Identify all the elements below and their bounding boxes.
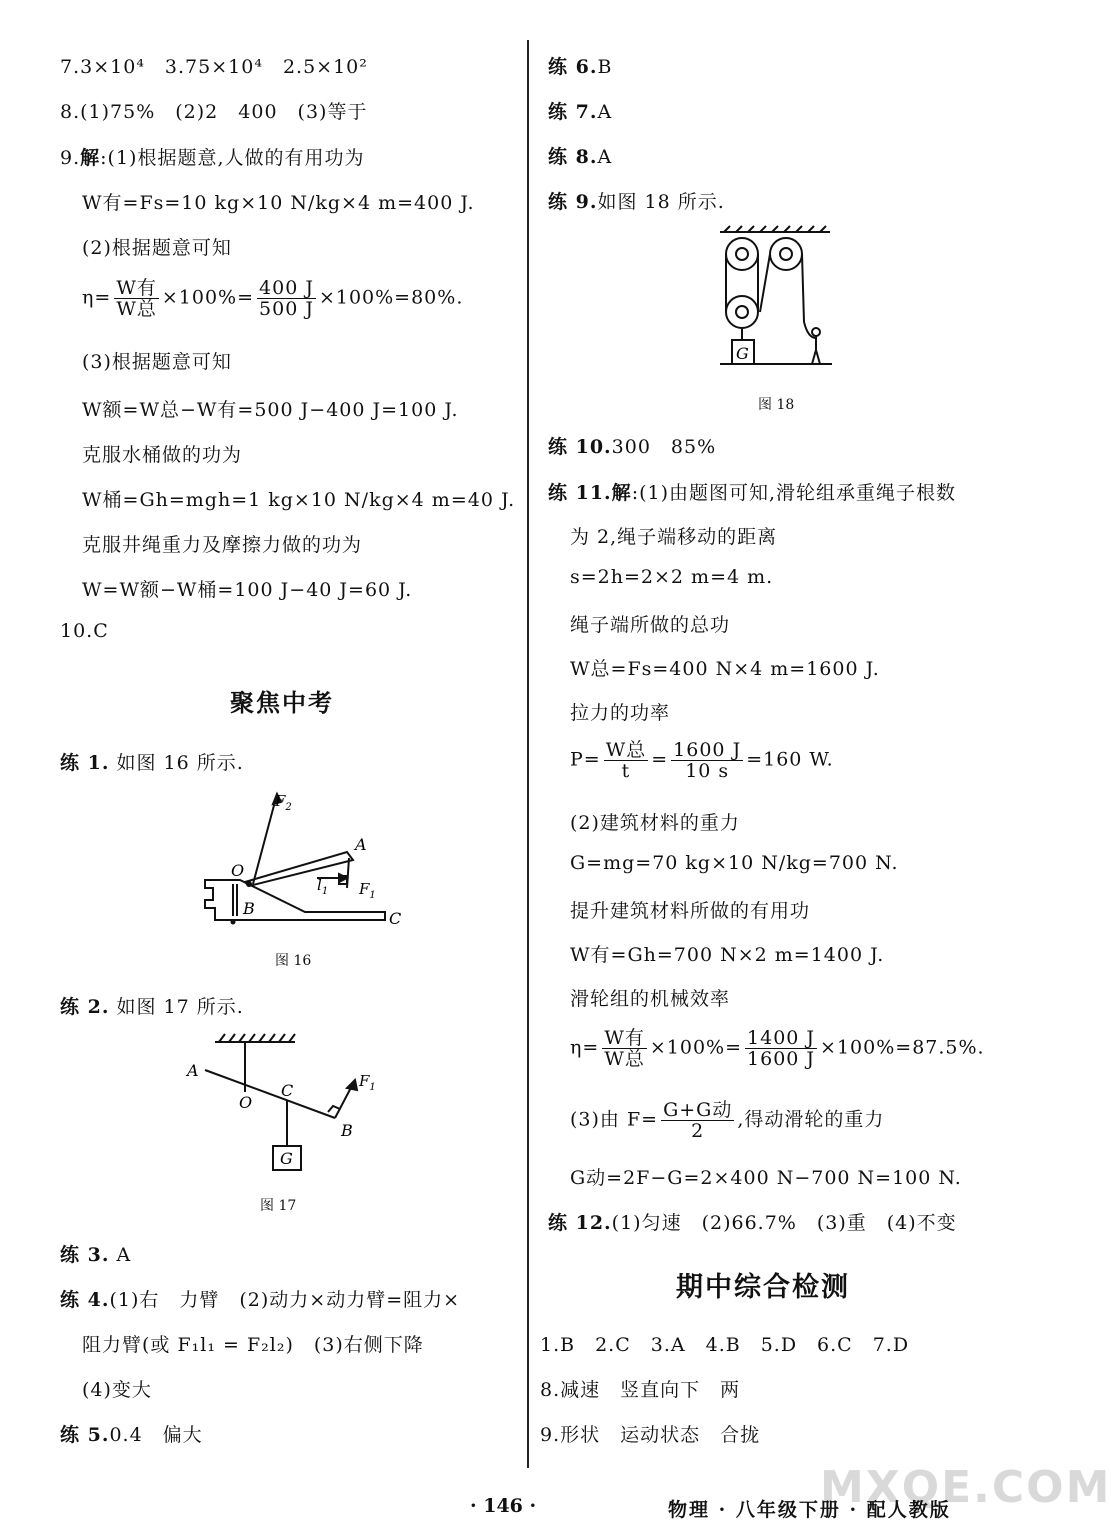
exercise-label: 练 3. [60,1244,110,1266]
formula-power [548,740,834,781]
formula-prefix: P= [570,748,601,771]
label-G: G [280,1149,293,1168]
formula-suffix: ×100%=80%. [318,286,464,309]
section-heading: 期中综合检测 [676,1272,850,1303]
answer-number: 9. [60,147,81,169]
exercise-9 [548,187,725,214]
label-F2: $F_2$ [275,792,292,813]
exercise-text: (1)右 力臂 (2)动力×动力臂=阻力× [109,1289,461,1311]
formula-suffix: ×100%=87.5%. [820,1036,985,1059]
label-O: O [231,861,245,880]
label-F1: $F_1$ [359,880,376,901]
fraction [114,278,159,319]
section-heading: 聚焦中考 [230,689,334,717]
formula-suffix: =160 W. [746,748,834,771]
exercise-label: 练 8. [548,146,598,168]
exercise-4 [60,1285,460,1312]
exercise-5 [60,1420,203,1447]
solution-step-2: (2)根据题意可知 [82,237,232,259]
exercise-3 [60,1240,131,1267]
exercise-text: 300 85% [611,436,717,458]
exercise-10 [548,432,716,459]
label-G: G [736,344,749,363]
numerator: G+G动 [663,1099,733,1121]
denominator: 2 [691,1120,705,1142]
label-O: O [239,1093,253,1112]
formula-bucket-work: W桶=Gh=mgh=1 kg×10 N/kg×4 m=40 J. [82,489,516,511]
formula-efficiency [548,1028,985,1069]
column-divider [527,40,529,1468]
exercise-text: A [597,146,613,168]
exercise-12 [548,1208,957,1235]
page-footer [0,1495,1006,1525]
answer-10: 10.C [60,620,109,642]
text-total-work: 绳子端所做的总功 [570,614,731,636]
denominator: W总 [604,1048,645,1070]
formula-extra-work: W额=W总−W有=500 J−400 J=100 J. [82,399,459,421]
formula-mid: = [651,748,669,771]
figure-17-caption: 图 17 [260,1198,297,1214]
answer-text: :(1)根据题意,人做的有用功为 [100,147,365,169]
formula-material-weight: G=mg=70 kg×10 N/kg=700 N. [570,852,899,874]
answer-7: 7.3×10⁴ 3.75×10⁴ 2.5×10² [60,56,368,78]
exercise-label: 练 4. [60,1289,110,1311]
formula-prefix: η= [82,286,112,309]
denominator: t [621,760,631,782]
exercise-2 [60,992,244,1019]
text-material-weight: (2)建筑材料的重力 [570,812,740,834]
exercise-6 [548,52,612,79]
numerator: W有 [116,277,157,299]
formula-pulley-weight: G动=2F−G=2×400 N−700 N=100 N. [570,1167,962,1189]
formula-mid: ×100%= [649,1036,743,1059]
formula-useful-work: W有=Fs=10 kg×10 N/kg×4 m=400 J. [82,192,475,214]
label-A: A [355,835,367,854]
numerator: 400 J [259,277,314,299]
exercise-4-line-3: (4)变大 [82,1379,152,1401]
exercise-label: 练 7. [548,101,598,123]
exercise-text: 如图 18 所示. [597,191,725,213]
exercise-text: A [116,1244,132,1266]
fraction [745,1028,817,1069]
exercise-text: (1)匀速 (2)66.7% (3)重 (4)不变 [611,1212,957,1234]
formula-rope-work: W=W额−W桶=100 J−40 J=60 J. [82,579,413,601]
solution-step-3: (3)根据题意可知 [82,351,232,373]
formula-distance: s=2h=2×2 m=4 m. [570,566,774,588]
figure-16-caption: 图 16 [275,953,312,969]
formula-total-work: W总=Fs=400 N×4 m=1600 J. [570,658,880,680]
fraction [602,1028,647,1069]
formula-mid: ×100%= [161,286,255,309]
numerator: W有 [604,1027,645,1049]
denominator: W总 [116,298,157,320]
fraction [671,740,743,781]
exercise-text: :(1)由题图可知,滑轮组承重绳子根数 [631,482,957,504]
denominator: 500 J [259,298,314,320]
denominator: 1600 J [747,1048,816,1070]
denominator: 10 s [685,760,730,782]
exercise-8 [548,142,612,169]
answer-8: 8.减速 竖直向下 两 [540,1379,741,1401]
answer-9-intro [60,143,365,170]
label-l1: $l_1$ [317,876,329,897]
answer-9: 9.形状 运动状态 合拢 [540,1424,761,1446]
label-C: C [389,909,402,928]
exercise-label: 练 11. [548,482,612,504]
formula-useful-work: W有=Gh=700 N×2 m=1400 J. [570,944,885,966]
text-power: 拉力的功率 [570,702,671,724]
text-bucket-work: 克服水桶做的功为 [82,444,243,466]
exercise-label: 练 6. [548,56,598,78]
exercise-label: 练 1. [60,752,110,774]
text-efficiency: 滑轮组的机械效率 [570,988,731,1010]
numerator: W总 [605,739,647,761]
page-number: · 146 · [470,1495,537,1517]
answers-1-7: 1.B 2.C 3.A 4.B 5.D 6.C 7.D [540,1334,910,1356]
figure-17-lever [185,1030,385,1175]
label-F1: $F_1$ [359,1072,376,1093]
fraction [257,278,316,319]
exercise-label: 练 9. [548,191,598,213]
formula-prefix: (3)由 F= [570,1108,659,1131]
exercise-1 [60,748,244,775]
exercise-label: 练 12. [548,1212,612,1234]
exercise-text: 如图 17 所示. [116,996,244,1018]
formula-suffix: ,得动滑轮的重力 [737,1108,885,1131]
fraction [661,1100,734,1141]
label-C: C [281,1081,294,1100]
exercise-text: B [597,56,613,78]
figure-16-lever [205,788,405,933]
label-B: B [341,1121,353,1140]
efficiency-formula [60,278,463,319]
numerator: 1600 J [673,739,742,761]
figure-18-caption: 图 18 [758,397,795,413]
answer-8: 8.(1)75% (2)2 400 (3)等于 [60,101,368,123]
solution-label: 解 [611,482,632,504]
book-info: 物理 · 八年级下册 · 配人教版 [668,1499,951,1521]
figure-18-pulley-system [720,222,840,372]
exercise-text: A [597,101,613,123]
exercise-7 [548,97,612,124]
watermark: MXQE.COM [820,1462,1111,1513]
exercise-4-line-2: 阻力臂(或 F₁l₁ = F₂l₂) (3)右侧下降 [82,1334,424,1356]
solution-label: 解 [80,147,101,169]
rope-count-text: 为 2,绳子端移动的距离 [570,526,778,548]
formula-force [548,1100,884,1141]
fraction [604,740,649,781]
exercise-label: 练 10. [548,436,612,458]
exercise-label: 练 2. [60,996,110,1018]
formula-prefix: η= [570,1036,600,1059]
label-B: B [243,899,255,918]
exercise-text: 如图 16 所示. [116,752,244,774]
exercise-11 [548,478,956,505]
exercise-label: 练 5. [60,1424,110,1446]
label-A: A [187,1061,199,1080]
text-rope-work: 克服井绳重力及摩擦力做的功为 [82,534,363,556]
exercise-text: 0.4 偏大 [109,1424,203,1446]
text-useful-work: 提升建筑材料所做的有用功 [570,900,811,922]
numerator: 1400 J [747,1027,816,1049]
